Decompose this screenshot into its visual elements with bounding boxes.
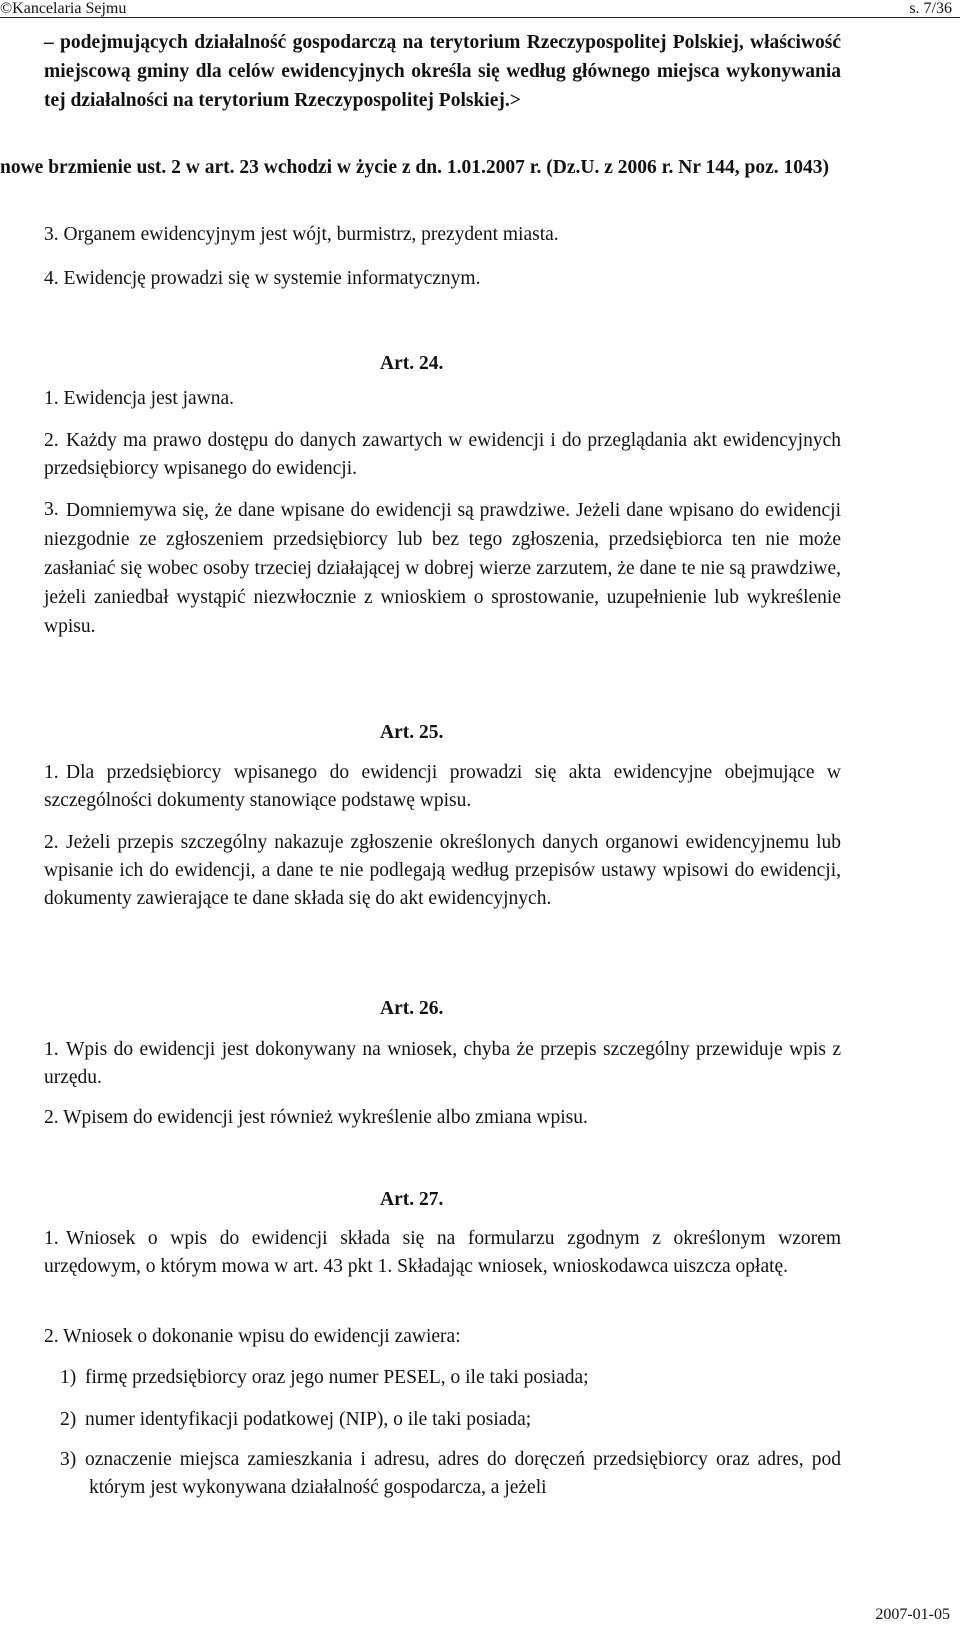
header-source: ©Kancelaria Sejmu [0, 0, 127, 17]
art26-para-1-number: 1. [44, 1039, 59, 1060]
art26-para-1: Wpis do ewidencji jest dokonywany na wniosek, chyba że przepis szczególny przewiduje wpis z urzędu. [44, 1039, 841, 1088]
art24-para-3-number: 3. [44, 499, 59, 520]
art27-item-3: oznaczenie miejsca zamieszkania i adresu, adres do doręczeń przedsiębiorcy oraz adres, pod którym jest wykonywana działalność gospodarcza, a jeżeli [85, 1449, 841, 1498]
art27-title: Art. 27. [380, 1189, 444, 1210]
art24-para-2: Każdy ma prawo dostępu do danych zawartych w ewidencji i do przeglądania akt ewidencyjnych przedsiębiorcy wpisanego do ewidencji. [44, 430, 841, 479]
art25-para-2: Jeżeli przepis szczególny nakazuje zgłoszenie określonych danych organowi ewidencyjnemu lub wpisanie ich do ewidencji, a dane te nie podlegają według przepisów ustawy wpisowi do ewidencji, dokumenty zawierające te dane składa się do akt ewidencyjnych. [44, 832, 841, 909]
art26-para-2: 2. Wpisem do ewidencji jest również wykreślenie albo zmiana wpisu. [44, 1107, 588, 1128]
footer-date: 2007-01-05 [875, 1606, 950, 1623]
art25-para-1: Dla przedsiębiorcy wpisanego do ewidencji prowadzi się akta ewidencyjne obejmujące w szczególności dokumenty stanowiące podstawę wpisu. [44, 762, 841, 811]
header-page-number: s. 7/36 [909, 0, 952, 17]
art27-item-1: firmę przedsiębiorcy oraz jego numer PESEL, o ile taki posiada; [85, 1367, 589, 1388]
art25-para-2-number: 2. [44, 832, 59, 853]
art26-title: Art. 26. [380, 998, 444, 1019]
art24-title: Art. 24. [380, 353, 444, 374]
art23-para-3: 3. Organem ewidencyjnym jest wójt, burmistrz, prezydent miasta. [44, 224, 559, 245]
art25-title: Art. 25. [380, 722, 444, 743]
header-divider [0, 17, 960, 18]
art24-para-3: Domniemywa się, że dane wpisane do ewidencji są prawdziwe. Jeżeli dane wpisano do ewidencji niezgodnie ze zgłoszeniem przedsiębiorcy lub bez tego zgłoszenia, przedsiębiorca ten nie może zasłaniać się wobec osoby trzeciej działającej w dobrej wierze zarzutem, że dane te nie są prawdziwe, jeżeli zaniedbał wystąpić niezwłocznie z wnioskiem o sprostowanie, uzupełnienie lub wykreślenie wpisu. [44, 500, 841, 637]
art25-para-1-number: 1. [44, 762, 59, 783]
art27-para-1: Wniosek o wpis do ewidencji składa się na formularzu zgodnym z określonym wzorem urzędowym, o którym mowa w art. 43 pkt 1. Składając wniosek, wnioskodawca uiszcza opłatę. [44, 1228, 841, 1277]
art27-para-1-number: 1. [44, 1228, 59, 1249]
art27-item-2-number: 2) [60, 1409, 77, 1430]
amendment-note: nowe brzmienie ust. 2 w art. 23 wchodzi w życie z dn. 1.01.2007 r. (Dz.U. z 2006 r. Nr 144, poz. 1043) [0, 157, 830, 178]
art24-para-2-number: 2. [44, 430, 59, 451]
art24-para-1: 1. Ewidencja jest jawna. [44, 388, 235, 409]
art27-item-3-number: 3) [60, 1449, 77, 1470]
art27-para-2: 2. Wniosek o dokonanie wpisu do ewidencji zawiera: [44, 1326, 461, 1347]
art27-item-1-number: 1) [60, 1367, 77, 1388]
intro-paragraph: – podejmujących działalność gospodarczą na terytorium Rzeczypospolitej Polskiej, właściwość miejscową gminy dla celów ewidencyjnych określa się według głównego miejsca wykonywania tej działalności na terytorium Rzeczypospolitej Polskiej.> [44, 32, 841, 111]
art27-item-2: numer identyfikacji podatkowej (NIP), o ile taki posiada; [85, 1409, 532, 1430]
art23-para-4: 4. Ewidencję prowadzi się w systemie informatycznym. [44, 268, 481, 289]
